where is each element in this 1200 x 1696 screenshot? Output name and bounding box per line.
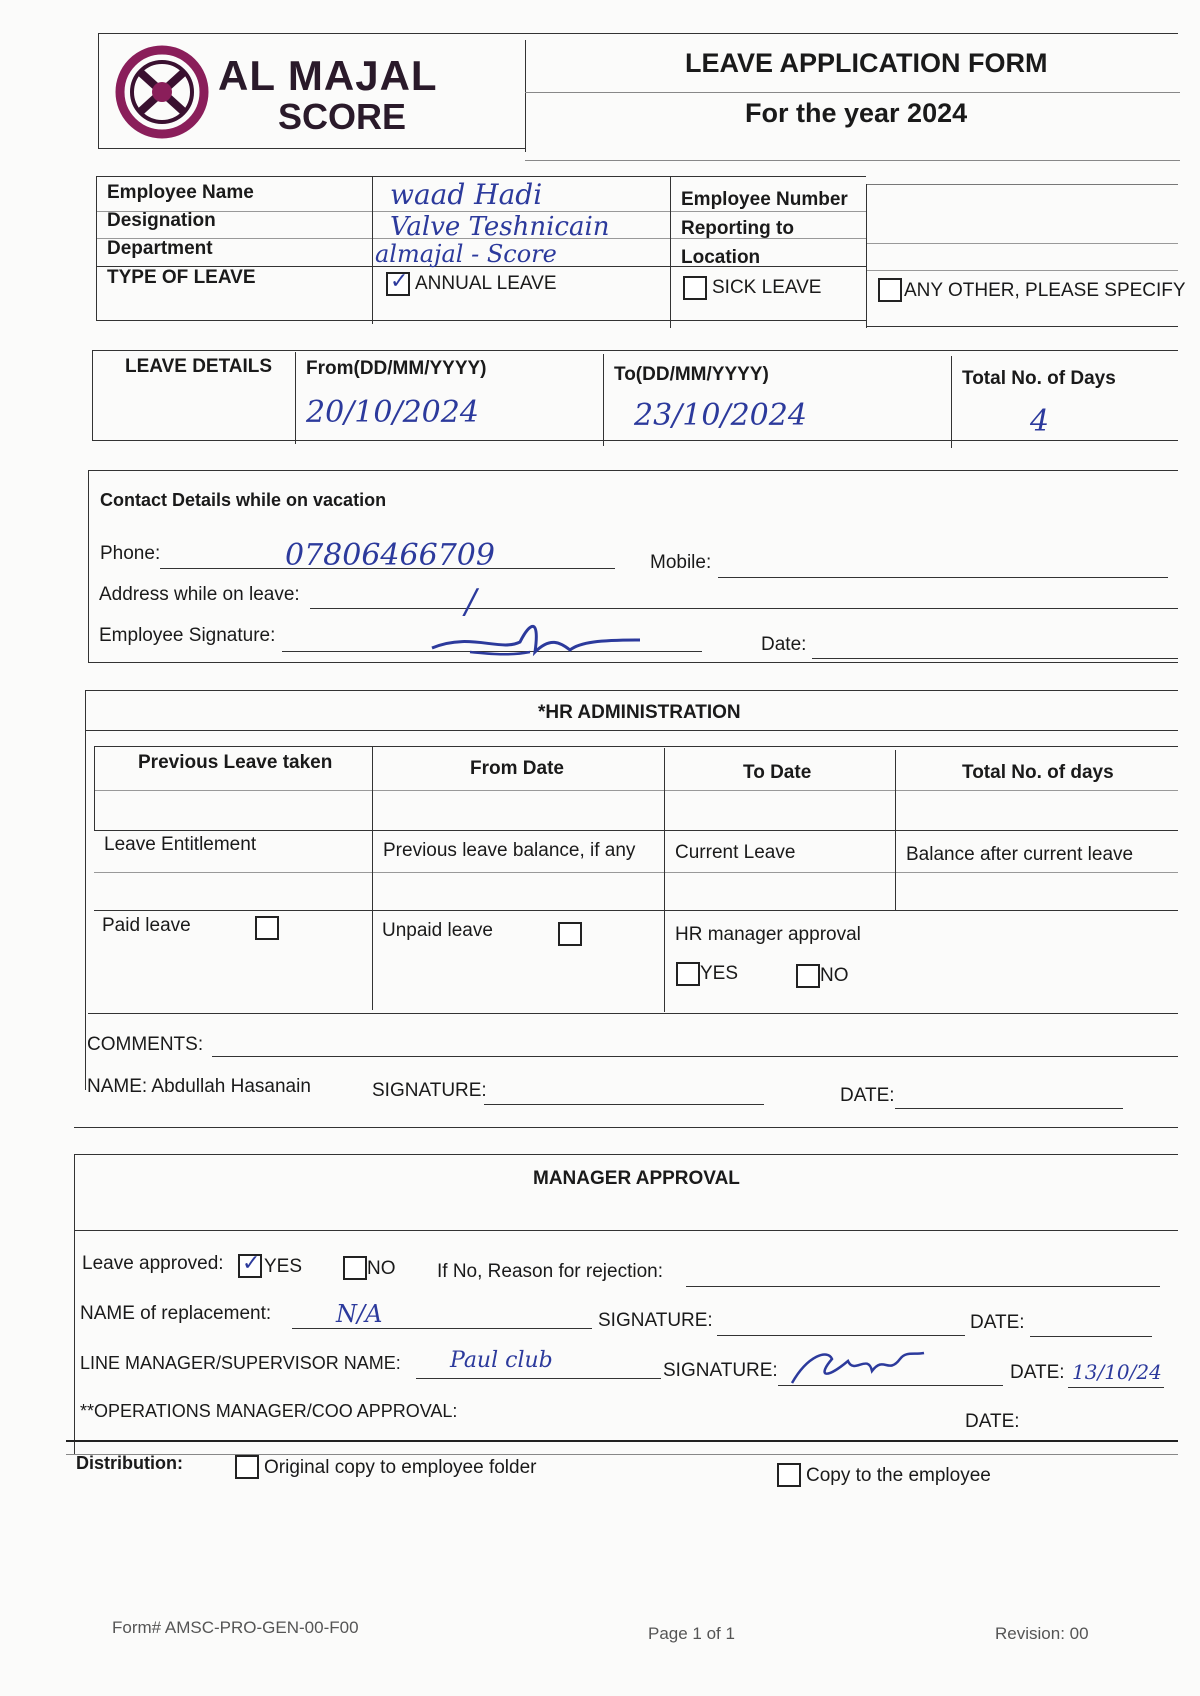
leave-entitlement-label: Leave Entitlement — [104, 834, 257, 855]
replacement-signature-line[interactable] — [717, 1335, 965, 1336]
hr-signature-label: SIGNATURE: — [372, 1080, 487, 1101]
comments-line[interactable] — [212, 1056, 1178, 1057]
to-date-label: To(DD/MM/YYYY) — [614, 364, 769, 385]
previous-balance-label: Previous leave balance, if any — [383, 840, 636, 861]
leave-approved-no-label: NO — [367, 1258, 396, 1279]
from-date-value[interactable]: 20/10/2024 — [306, 395, 479, 430]
employee-signature-label: Employee Signature: — [99, 625, 276, 646]
line-manager-date-label: DATE: — [1010, 1362, 1065, 1383]
hr-date-line[interactable] — [895, 1108, 1123, 1109]
company-subname: SCORE — [278, 96, 407, 137]
rejection-reason-line[interactable] — [686, 1286, 1160, 1287]
employee-date-label: Date: — [761, 634, 807, 655]
company-name: AL MAJAL — [218, 52, 438, 99]
replacement-signature-label: SIGNATURE: — [598, 1310, 713, 1331]
from-date-label: From(DD/MM/YYYY) — [306, 358, 487, 379]
address-label: Address while on leave: — [99, 584, 300, 605]
hr-date-label: DATE: — [840, 1085, 895, 1106]
total-days-value[interactable]: 4 — [1030, 404, 1050, 439]
to-date-value[interactable]: 23/10/2024 — [634, 398, 807, 433]
hr-approval-yes-label: YES — [700, 963, 739, 984]
leave-details-title: LEAVE DETAILS — [125, 356, 273, 377]
address-value[interactable]: / — [465, 582, 477, 622]
line-manager-label: LINE MANAGER/SUPERVISOR NAME: — [80, 1353, 401, 1373]
line-manager-date-value[interactable]: 13/10/24 — [1072, 1360, 1162, 1384]
employee-signature — [430, 612, 650, 662]
paid-leave-checkbox[interactable] — [255, 916, 279, 940]
hr-manager-approval-label: HR manager approval — [675, 924, 861, 945]
address-line — [310, 608, 1178, 609]
original-copy-checkbox[interactable] — [235, 1455, 259, 1479]
manager-approval-title: MANAGER APPROVAL — [533, 1168, 740, 1189]
designation-value[interactable]: Valve Teshnicain — [390, 212, 610, 242]
department-value[interactable]: almajal - Score — [375, 240, 557, 268]
hr-approval-no-label: NO — [820, 965, 849, 986]
paid-leave-label: Paid leave — [102, 915, 191, 936]
hr-col-from-date: From Date — [470, 758, 564, 779]
unpaid-leave-checkbox[interactable] — [558, 922, 582, 946]
any-other-label: ANY OTHER, PLEASE SPECIFY — [904, 280, 1186, 301]
employee-name-label: Employee Name — [107, 182, 254, 203]
leave-approved-yes-label: YES — [264, 1256, 303, 1277]
leave-approved-label: Leave approved: — [82, 1253, 224, 1274]
rejection-reason-label: If No, Reason for rejection: — [437, 1261, 663, 1282]
leave-type-label: TYPE OF LEAVE — [107, 267, 256, 288]
form-year: For the year 2024 — [745, 98, 968, 128]
employee-copy-label: Copy to the employee — [806, 1465, 991, 1486]
reporting-to-label: Reporting to — [681, 218, 794, 239]
leave-approved-yes-checkbox[interactable]: ✓ — [238, 1254, 262, 1278]
replacement-line — [292, 1328, 592, 1329]
line-manager-date-line — [1068, 1387, 1164, 1388]
annual-leave-label: ANNUAL LEAVE — [415, 273, 557, 294]
hr-title: *HR ADMINISTRATION — [538, 702, 741, 723]
distribution-top-border — [66, 1454, 1178, 1455]
current-leave-label: Current Leave — [675, 842, 796, 863]
replacement-label: NAME of replacement: — [80, 1303, 272, 1324]
total-days-label: Total No. of Days — [962, 368, 1116, 389]
location-label: Location — [681, 247, 761, 268]
employee-number-label: Employee Number — [681, 189, 848, 210]
phone-value[interactable]: 07806466709 — [285, 538, 495, 573]
any-other-checkbox[interactable] — [878, 278, 902, 302]
comments-label: COMMENTS: — [87, 1034, 204, 1055]
hr-col-total-days: Total No. of days — [962, 762, 1114, 783]
operations-date-label: DATE: — [965, 1411, 1020, 1432]
replacement-date-line[interactable] — [1030, 1336, 1152, 1337]
replacement-date-label: DATE: — [970, 1312, 1025, 1333]
company-logo — [110, 40, 220, 145]
footer-revision: Revision: 00 — [995, 1624, 1089, 1643]
original-copy-label: Original copy to employee folder — [264, 1457, 537, 1478]
hr-col-to-date: To Date — [743, 762, 812, 783]
unpaid-leave-label: Unpaid leave — [382, 920, 493, 941]
hr-signature-line[interactable] — [484, 1104, 764, 1105]
sick-leave-label: SICK LEAVE — [712, 277, 822, 298]
footer-form-number: Form# AMSC-PRO-GEN-00-F00 — [112, 1618, 359, 1637]
employee-copy-checkbox[interactable] — [777, 1463, 801, 1487]
employee-name-value[interactable]: waad Hadi — [390, 178, 543, 211]
contact-title: Contact Details while on vacation — [100, 490, 387, 510]
line-manager-signature-label: SIGNATURE: — [663, 1360, 778, 1381]
department-label: Department — [107, 238, 213, 259]
designation-label: Designation — [107, 210, 216, 231]
hr-approval-yes-checkbox[interactable] — [676, 962, 700, 986]
mobile-line[interactable] — [718, 577, 1168, 578]
line-manager-line — [416, 1378, 661, 1379]
hr-name-label: NAME: Abdullah Hasanain — [87, 1076, 311, 1097]
operations-approval-label: **OPERATIONS MANAGER/COO APPROVAL: — [80, 1401, 458, 1421]
hr-approval-no-checkbox[interactable] — [796, 964, 820, 988]
balance-after-label: Balance after current leave — [906, 844, 1134, 865]
leave-approved-no-checkbox[interactable] — [343, 1256, 367, 1280]
employee-date-line[interactable] — [812, 658, 1178, 659]
line-manager-signature — [788, 1345, 928, 1387]
phone-label: Phone: — [100, 543, 161, 564]
hr-bottom-border — [74, 1127, 1178, 1128]
annual-leave-checkbox[interactable]: ✓ — [386, 272, 410, 296]
footer-page-number: Page 1 of 1 — [648, 1624, 735, 1643]
sick-leave-checkbox[interactable] — [683, 276, 707, 300]
replacement-value[interactable]: N/A — [336, 1300, 383, 1328]
distribution-label: Distribution: — [76, 1453, 183, 1473]
mobile-label: Mobile: — [650, 552, 712, 573]
form-title: LEAVE APPLICATION FORM — [685, 48, 1048, 78]
hr-col-previous-leave: Previous Leave taken — [138, 752, 333, 773]
line-manager-value[interactable]: Paul club — [450, 1348, 553, 1373]
